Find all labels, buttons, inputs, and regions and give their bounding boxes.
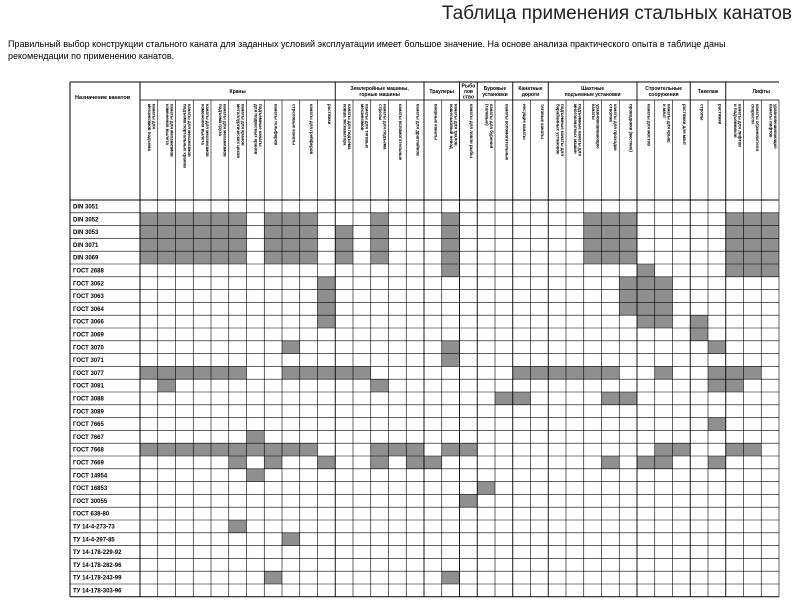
filled-cell xyxy=(424,456,442,469)
filled-cell xyxy=(318,302,336,315)
row-label: ГОСТ 3088 xyxy=(73,396,104,403)
filled-cell xyxy=(371,213,389,226)
row-label: ГОСТ 7667 xyxy=(73,434,104,441)
filled-cell xyxy=(566,366,584,379)
row-label: ГОСТ 3064 xyxy=(73,306,104,313)
filled-cell xyxy=(442,226,460,239)
filled-cell xyxy=(264,251,282,264)
column-label: канаты для xyxy=(151,104,157,129)
filled-cell xyxy=(193,366,211,379)
filled-cell xyxy=(229,238,247,251)
column-label: механизмов xyxy=(360,104,366,131)
row-label: ГОСТ 3071 xyxy=(73,358,104,365)
filled-cell xyxy=(229,456,247,469)
row-label: DIN 3052 xyxy=(73,217,99,224)
column-label: уравновешивающие xyxy=(595,104,601,149)
filled-cell xyxy=(282,533,300,546)
column-label: изменения вылета xyxy=(200,104,206,145)
filled-cell xyxy=(406,443,424,456)
column-label: многоканатных машин xyxy=(573,104,579,154)
filled-cell xyxy=(282,226,300,239)
filled-cell xyxy=(637,264,655,277)
column-label: канаты для механизмов xyxy=(222,104,228,157)
group-label: подъемные установки xyxy=(564,91,621,98)
filled-cell xyxy=(602,366,620,379)
filled-cell xyxy=(140,366,158,379)
filled-cell xyxy=(282,251,300,264)
filled-cell xyxy=(282,366,300,379)
filled-cell xyxy=(193,251,211,264)
filled-cell xyxy=(300,443,318,456)
column-label: канаты для подъема xyxy=(346,104,352,150)
filled-cell xyxy=(176,443,194,456)
filled-cell xyxy=(318,315,336,328)
filled-cell xyxy=(708,456,726,469)
row-label: DIN 3071 xyxy=(73,242,99,249)
filled-cell xyxy=(158,213,176,226)
intro-paragraph: Правильный выбор конструкции стального каната для заданных условий эксплуатации имеет большое значение. На основе анализа практического опыта в таблице даны рекомендации по применению канатов. xyxy=(8,39,726,61)
filled-cell xyxy=(726,443,744,456)
filled-cell xyxy=(726,379,744,392)
filled-cell xyxy=(158,379,176,392)
filled-cell xyxy=(726,264,744,277)
filled-cell xyxy=(513,366,531,379)
column-label: канаты для механизмов xyxy=(187,104,193,157)
filled-cell xyxy=(158,226,176,239)
filled-cell xyxy=(637,277,655,290)
filled-cell xyxy=(460,443,478,456)
filled-cell xyxy=(140,226,158,239)
filled-cell xyxy=(406,456,424,469)
filled-cell xyxy=(744,251,762,264)
filled-cell xyxy=(708,418,726,431)
filled-cell xyxy=(584,238,602,251)
filled-cell xyxy=(726,366,744,379)
filled-cell xyxy=(282,341,300,354)
filled-cell xyxy=(744,238,762,251)
column-label: стропы xyxy=(699,104,705,121)
filled-cell xyxy=(300,213,318,226)
filled-cell xyxy=(655,277,673,290)
column-label: канаты для ловли рыбы xyxy=(468,104,474,158)
group-label: Строительные xyxy=(645,86,683,93)
filled-cell xyxy=(761,213,779,226)
column-label: подъемные канаты для xyxy=(559,104,565,156)
filled-cell xyxy=(619,290,637,303)
filled-cell xyxy=(247,469,265,482)
column-label: канаты тельферов xyxy=(273,104,279,146)
group-label: ство xyxy=(462,94,475,101)
filled-cell xyxy=(140,443,158,456)
filled-cell xyxy=(282,238,300,251)
filled-cell xyxy=(264,226,282,239)
filled-cell xyxy=(140,238,158,251)
row-label: ТУ 14-178-243-99 xyxy=(73,575,122,582)
filled-cell xyxy=(619,238,637,251)
filled-cell xyxy=(744,443,762,456)
filled-cell xyxy=(140,251,158,264)
filled-cell xyxy=(300,238,318,251)
filled-cell xyxy=(761,238,779,251)
column-label: канаты для подъема xyxy=(382,104,388,150)
column-label: канаты для крыш xyxy=(666,104,672,143)
column-label: канаты для механизмов xyxy=(204,104,210,157)
column-label: канаты для проходки xyxy=(613,104,619,151)
filled-cell xyxy=(176,238,194,251)
filled-cell xyxy=(744,264,762,277)
filled-cell xyxy=(584,226,602,239)
filled-cell xyxy=(442,341,460,354)
filled-cell xyxy=(761,251,779,264)
column-label: подъема груза xyxy=(218,104,224,136)
filled-cell xyxy=(371,226,389,239)
group-label: Землеройные машины, xyxy=(350,86,409,93)
filled-cell xyxy=(708,341,726,354)
filled-cell xyxy=(389,443,407,456)
filled-cell xyxy=(477,482,495,495)
column-label: канаты для лифтов xyxy=(737,104,743,147)
corner-label: Назначение канатов xyxy=(75,95,131,101)
group-label: Траулеры xyxy=(429,89,455,95)
filled-cell xyxy=(300,251,318,264)
group-label: горные машины xyxy=(359,91,400,98)
filled-cell xyxy=(442,354,460,367)
filled-cell xyxy=(193,226,211,239)
filled-cell xyxy=(335,251,353,264)
column-label: кошельковый невод xyxy=(448,104,454,149)
filled-cell xyxy=(229,366,247,379)
column-label: канаты для бурения xyxy=(488,104,494,149)
column-label: канаты для драглайнов xyxy=(415,104,421,156)
row-label: ТУ 14-4-297-85 xyxy=(73,537,115,544)
filled-cell xyxy=(318,290,336,303)
row-label: ГОСТ 3066 xyxy=(73,319,104,326)
filled-cell xyxy=(442,571,460,584)
group-label: Лифты xyxy=(752,89,771,95)
filled-cell xyxy=(726,226,744,239)
row-label: ГОСТ 2688 xyxy=(73,268,104,275)
row-label: ТУ 14-4-273-73 xyxy=(73,524,115,531)
row-label: ГОСТ 7668 xyxy=(73,447,104,454)
column-label: канаты ограничителя xyxy=(755,104,761,152)
filled-cell xyxy=(744,366,762,379)
filled-cell xyxy=(602,238,620,251)
filled-cell xyxy=(726,251,744,264)
filled-cell xyxy=(619,392,637,405)
row-label: ТУ 14-178-229-92 xyxy=(73,550,122,557)
group-label: дороги xyxy=(521,91,540,98)
filled-cell xyxy=(371,379,389,392)
row-label: ГОСТ 638-80 xyxy=(73,511,110,518)
filled-cell xyxy=(229,443,247,456)
column-label: тяговые канаты xyxy=(539,104,545,139)
filled-cell xyxy=(264,571,282,584)
column-label: растяжки xyxy=(717,104,723,125)
filled-cell xyxy=(637,302,655,315)
filled-cell xyxy=(176,226,194,239)
row-label: ГОСТ 3077 xyxy=(73,370,104,377)
filled-cell xyxy=(211,226,229,239)
filled-cell xyxy=(460,494,478,507)
column-label: стволов xyxy=(608,104,614,122)
filled-cell xyxy=(655,290,673,303)
filled-cell xyxy=(619,277,637,290)
column-label: (талевые) xyxy=(484,104,490,126)
filled-cell xyxy=(371,251,389,264)
filled-cell xyxy=(282,443,300,456)
column-label: подъемные канаты для xyxy=(577,104,583,156)
group-label: Буровые xyxy=(483,86,507,93)
filled-cell xyxy=(442,213,460,226)
filled-cell xyxy=(371,238,389,251)
row-label: ГОСТ 7665 xyxy=(73,422,104,429)
column-label: канаты для мостов xyxy=(646,104,652,146)
column-label: ваерные канаты xyxy=(433,104,439,140)
filled-cell xyxy=(211,251,229,264)
filled-cell xyxy=(211,213,229,226)
column-label: канаты для тяговых xyxy=(364,104,370,149)
row-label: ТУ 14-178-282-96 xyxy=(73,562,122,569)
column-label: ковша экскаватора xyxy=(342,104,348,146)
filled-cell xyxy=(335,238,353,251)
filled-cell xyxy=(371,456,389,469)
column-label: для подвесных кранов xyxy=(253,104,259,155)
filled-cell xyxy=(708,366,726,379)
filled-cell xyxy=(229,226,247,239)
filled-cell xyxy=(353,366,371,379)
filled-cell xyxy=(442,238,460,251)
filled-cell xyxy=(655,315,673,328)
group-label: лов xyxy=(463,89,473,95)
filled-cell xyxy=(282,213,300,226)
filled-cell xyxy=(637,315,655,328)
filled-cell xyxy=(176,366,194,379)
column-label: растяжки xyxy=(326,104,332,125)
column-label: и мачт xyxy=(661,104,667,119)
column-label: канаты вспомогательные xyxy=(504,104,510,161)
column-label: изменения вылета xyxy=(164,104,170,145)
filled-cell xyxy=(229,251,247,264)
row-label: ГОСТ 7669 xyxy=(73,460,104,467)
filled-cell xyxy=(602,213,620,226)
filled-cell xyxy=(229,520,247,533)
filled-cell xyxy=(158,251,176,264)
filled-cell xyxy=(158,443,176,456)
row-label: DIN 3069 xyxy=(73,255,99,262)
filled-cell xyxy=(602,456,620,469)
filled-cell xyxy=(619,226,637,239)
group-label: Такелаж xyxy=(697,89,719,95)
row-label: ТУ 14-178-303-96 xyxy=(73,588,122,595)
filled-cell xyxy=(602,226,620,239)
row-label: ГОСТ 3070 xyxy=(73,345,104,352)
filled-cell xyxy=(619,213,637,226)
filled-cell xyxy=(247,443,265,456)
filled-cell xyxy=(264,213,282,226)
filled-cell xyxy=(211,366,229,379)
group-label: Рыбо xyxy=(461,83,476,90)
filled-cell xyxy=(761,264,779,277)
column-label: металлургических цехов xyxy=(235,104,241,159)
filled-cell xyxy=(264,456,282,469)
filled-cell xyxy=(761,226,779,239)
filled-cell xyxy=(690,328,708,341)
row-label: ГОСТ 3069 xyxy=(73,332,104,339)
filled-cell xyxy=(708,379,726,392)
filled-cell xyxy=(655,366,673,379)
column-label: стреловые канаты xyxy=(291,104,297,145)
filled-cell xyxy=(726,238,744,251)
filled-cell xyxy=(247,430,265,443)
filled-cell xyxy=(584,213,602,226)
filled-cell xyxy=(335,226,353,239)
column-label: уравновешивающие xyxy=(772,104,778,149)
column-label: несущие канаты xyxy=(522,104,528,140)
column-label: растяжки для мачт xyxy=(681,104,687,146)
filled-cell xyxy=(140,213,158,226)
filled-cell xyxy=(193,443,211,456)
column-label: подъемные канаты xyxy=(258,104,264,147)
filled-cell xyxy=(442,264,460,277)
column-label: подъема портальных кранов xyxy=(182,104,188,168)
filled-cell xyxy=(655,302,673,315)
group-label: Шахтные xyxy=(581,86,605,93)
column-label: стрелы xyxy=(377,104,383,121)
filled-cell xyxy=(300,226,318,239)
filled-cell xyxy=(442,443,460,456)
filled-cell xyxy=(584,366,602,379)
group-label: сооружения xyxy=(648,91,679,98)
filled-cell xyxy=(442,251,460,264)
filled-cell xyxy=(637,456,655,469)
row-label: ГОСТ 3063 xyxy=(73,294,104,301)
filled-cell xyxy=(158,238,176,251)
filled-cell xyxy=(193,213,211,226)
filled-cell xyxy=(690,315,708,328)
row-label: ГОСТ 30055 xyxy=(73,498,108,505)
filled-cell xyxy=(619,251,637,264)
column-label: барабанных установок xyxy=(555,104,561,155)
filled-cell xyxy=(655,443,673,456)
filled-cell xyxy=(176,213,194,226)
column-label: канаты для тралов, xyxy=(453,104,459,147)
filled-cell xyxy=(371,443,389,456)
filled-cell xyxy=(548,366,566,379)
filled-cell xyxy=(744,226,762,239)
filled-cell xyxy=(318,456,336,469)
column-label: канаты для грейферов xyxy=(309,104,315,155)
column-label: и подъемников xyxy=(732,104,738,138)
row-label: ГОСТ 3089 xyxy=(73,409,104,416)
row-label: ГОСТ 16853 xyxy=(73,486,108,493)
filled-cell xyxy=(193,238,211,251)
filled-cell xyxy=(318,277,336,290)
group-label: установки xyxy=(482,91,508,98)
filled-cell xyxy=(602,251,620,264)
filled-cell xyxy=(584,251,602,264)
filled-cell xyxy=(158,366,176,379)
column-label: канаты для кранов xyxy=(240,104,246,146)
page-title: Таблица применения стальных канатов xyxy=(441,3,792,24)
column-label: канаты лифтов xyxy=(768,104,774,138)
row-label: ГОСТ 3081 xyxy=(73,383,104,390)
filled-cell xyxy=(229,213,247,226)
filled-cell xyxy=(211,443,229,456)
row-label: ГОСТ 14954 xyxy=(73,473,108,480)
filled-cell xyxy=(513,392,531,405)
column-label: проводники (жесткие) xyxy=(628,104,634,152)
row-label: DIN 3053 xyxy=(73,230,99,237)
filled-cell xyxy=(619,302,637,315)
filled-cell xyxy=(655,456,673,469)
filled-cell xyxy=(744,213,762,226)
row-label: DIN 3051 xyxy=(73,204,99,211)
filled-cell xyxy=(602,392,620,405)
filled-cell xyxy=(211,238,229,251)
filled-cell xyxy=(637,290,655,303)
filled-cell xyxy=(495,392,513,405)
column-label: скорости xyxy=(750,104,756,124)
row-label: ГОСТ 3062 xyxy=(73,281,104,288)
filled-cell xyxy=(264,238,282,251)
filled-cell xyxy=(726,213,744,226)
column-label: канаты xyxy=(590,104,596,120)
filled-cell xyxy=(531,366,549,379)
filled-cell xyxy=(176,251,194,264)
group-label: Краны xyxy=(229,89,246,95)
filled-cell xyxy=(335,366,353,379)
filled-cell xyxy=(300,366,318,379)
filled-cell xyxy=(264,443,282,456)
column-label: канаты вспомогательные xyxy=(397,104,403,161)
column-label: канаты для механизмов xyxy=(169,104,175,157)
column-label: механизмов подъема xyxy=(147,104,153,151)
group-label: Канатные xyxy=(518,86,543,93)
filled-cell xyxy=(318,366,336,379)
filled-cell xyxy=(673,443,691,456)
